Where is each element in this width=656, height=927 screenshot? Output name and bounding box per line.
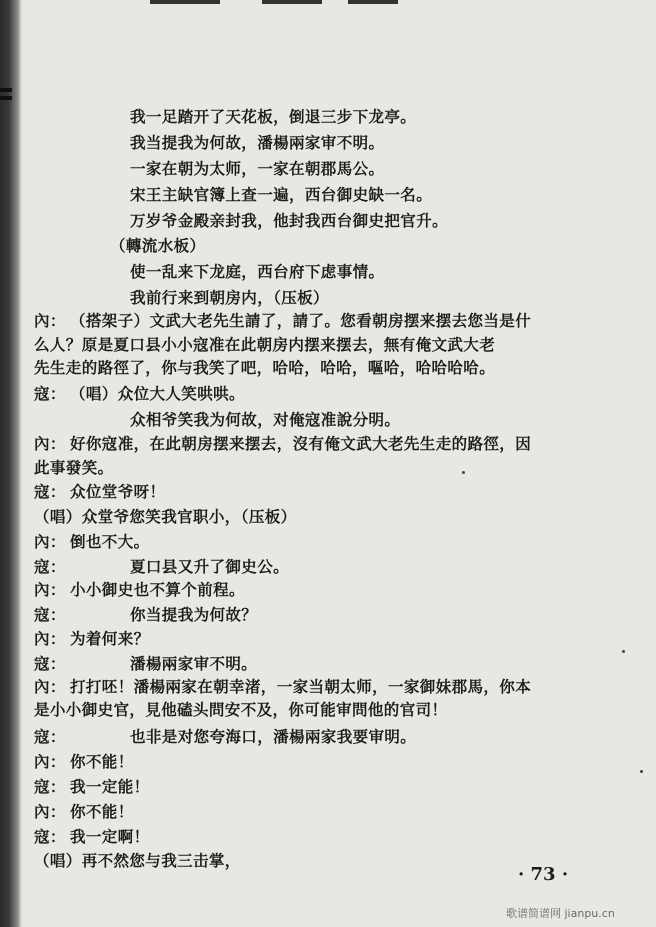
paper-speck xyxy=(622,650,625,653)
top-edge-mark xyxy=(348,0,398,4)
spine-mark xyxy=(0,96,12,100)
speaker-label: 寇： xyxy=(34,777,66,796)
speaker-label: 內： xyxy=(34,434,66,453)
speaker-label: 寇： xyxy=(34,654,66,673)
line-text: 万岁爷金殿亲封我，他封我西台御史把官升。 xyxy=(130,211,449,230)
line-text: 为着何来？ xyxy=(70,629,150,648)
line-text: 此事發笑。 xyxy=(34,458,114,477)
line-text: 是小小御史官，見他磕头問安不及，你可能审問他的官司！ xyxy=(34,700,448,719)
line-text: 潘楊兩家审不明。 xyxy=(130,654,258,673)
paper-speck xyxy=(462,471,465,474)
watermark-text: 歌谱简谱网 jianpu.cn xyxy=(506,907,615,920)
line-text: 你不能！ xyxy=(70,752,134,771)
spine-mark xyxy=(0,88,12,92)
line-text: 众相爷笑我为何故，对俺寇准說分明。 xyxy=(130,410,401,429)
line-text: 么人？原是夏口县小小寇准在此朝房内摆来摆去，無有俺文武大老 xyxy=(34,335,496,354)
speaker-label: 內： xyxy=(34,532,66,551)
line-text: （轉流水板） xyxy=(110,236,206,255)
page-number: · 73 · xyxy=(518,864,569,885)
line-text: 使一乱来下龙庭，西台府下虑事情。 xyxy=(130,262,385,281)
line-text: （唱）众位大人笑哄哄。 xyxy=(70,384,245,403)
speaker-label: 寇： xyxy=(34,605,66,624)
top-edge-mark xyxy=(150,0,220,4)
speaker-label: 寇： xyxy=(34,827,66,846)
book-spine-shadow xyxy=(0,0,22,927)
line-text: 宋王主缺官簿上查一遍，西台御史缺一名。 xyxy=(130,185,433,204)
paper-speck xyxy=(640,770,643,773)
speaker-label: 內： xyxy=(34,677,66,696)
line-text: 先生走的路徑了，你与我笑了吧，哈哈，哈哈，嘔哈，哈哈哈哈。 xyxy=(34,358,496,377)
line-text: 你不能！ xyxy=(70,802,134,821)
top-edge-mark xyxy=(262,0,322,4)
line-text: 夏口县又升了御史公。 xyxy=(130,557,290,576)
line-text: 一家在朝为太师，一家在朝郡馬公。 xyxy=(130,159,385,178)
speaker-label: 內： xyxy=(34,752,66,771)
speaker-label: 內： xyxy=(34,802,66,821)
speaker-label: 內： xyxy=(34,629,66,648)
line-text: 我当提我为何故，潘楊兩家审不明。 xyxy=(130,133,385,152)
speaker-label: 寇： xyxy=(34,384,66,403)
line-text: 我一足踏开了天花板，倒退三步下龙亭。 xyxy=(130,107,417,126)
line-text: 我前行来到朝房内，（压板） xyxy=(130,288,329,307)
line-text: 好你寇准，在此朝房摆来摆去，沒有俺文武大老先生走的路徑，因 xyxy=(70,434,532,453)
line-text: （搭架子）文武大老先生請了，請了。您看朝房摆来摆去您当是什 xyxy=(70,311,532,330)
line-text: （唱）再不然您与我三击掌， xyxy=(34,851,241,870)
line-text: 我一定能！ xyxy=(70,777,150,796)
line-text: 众位堂爷呀！ xyxy=(70,482,166,501)
speaker-label: 寇： xyxy=(34,727,66,746)
line-text: 你当提我为何故？ xyxy=(130,605,258,624)
line-text: （唱）众堂爷您笑我官职小，（压板） xyxy=(34,507,297,526)
speaker-label: 內： xyxy=(34,311,66,330)
line-text: 打打呸！潘楊兩家在朝幸渚，一家当朝太师，一家御妹郡馬，你本 xyxy=(70,677,532,696)
speaker-label: 寇： xyxy=(34,482,66,501)
line-text: 小小御史也不算个前程。 xyxy=(70,580,245,599)
line-text: 也非是对您夸海口，潘楊兩家我要审明。 xyxy=(130,727,417,746)
speaker-label: 內： xyxy=(34,580,66,599)
speaker-label: 寇： xyxy=(34,557,66,576)
line-text: 我一定啊！ xyxy=(70,827,150,846)
line-text: 倒也不大。 xyxy=(70,532,150,551)
